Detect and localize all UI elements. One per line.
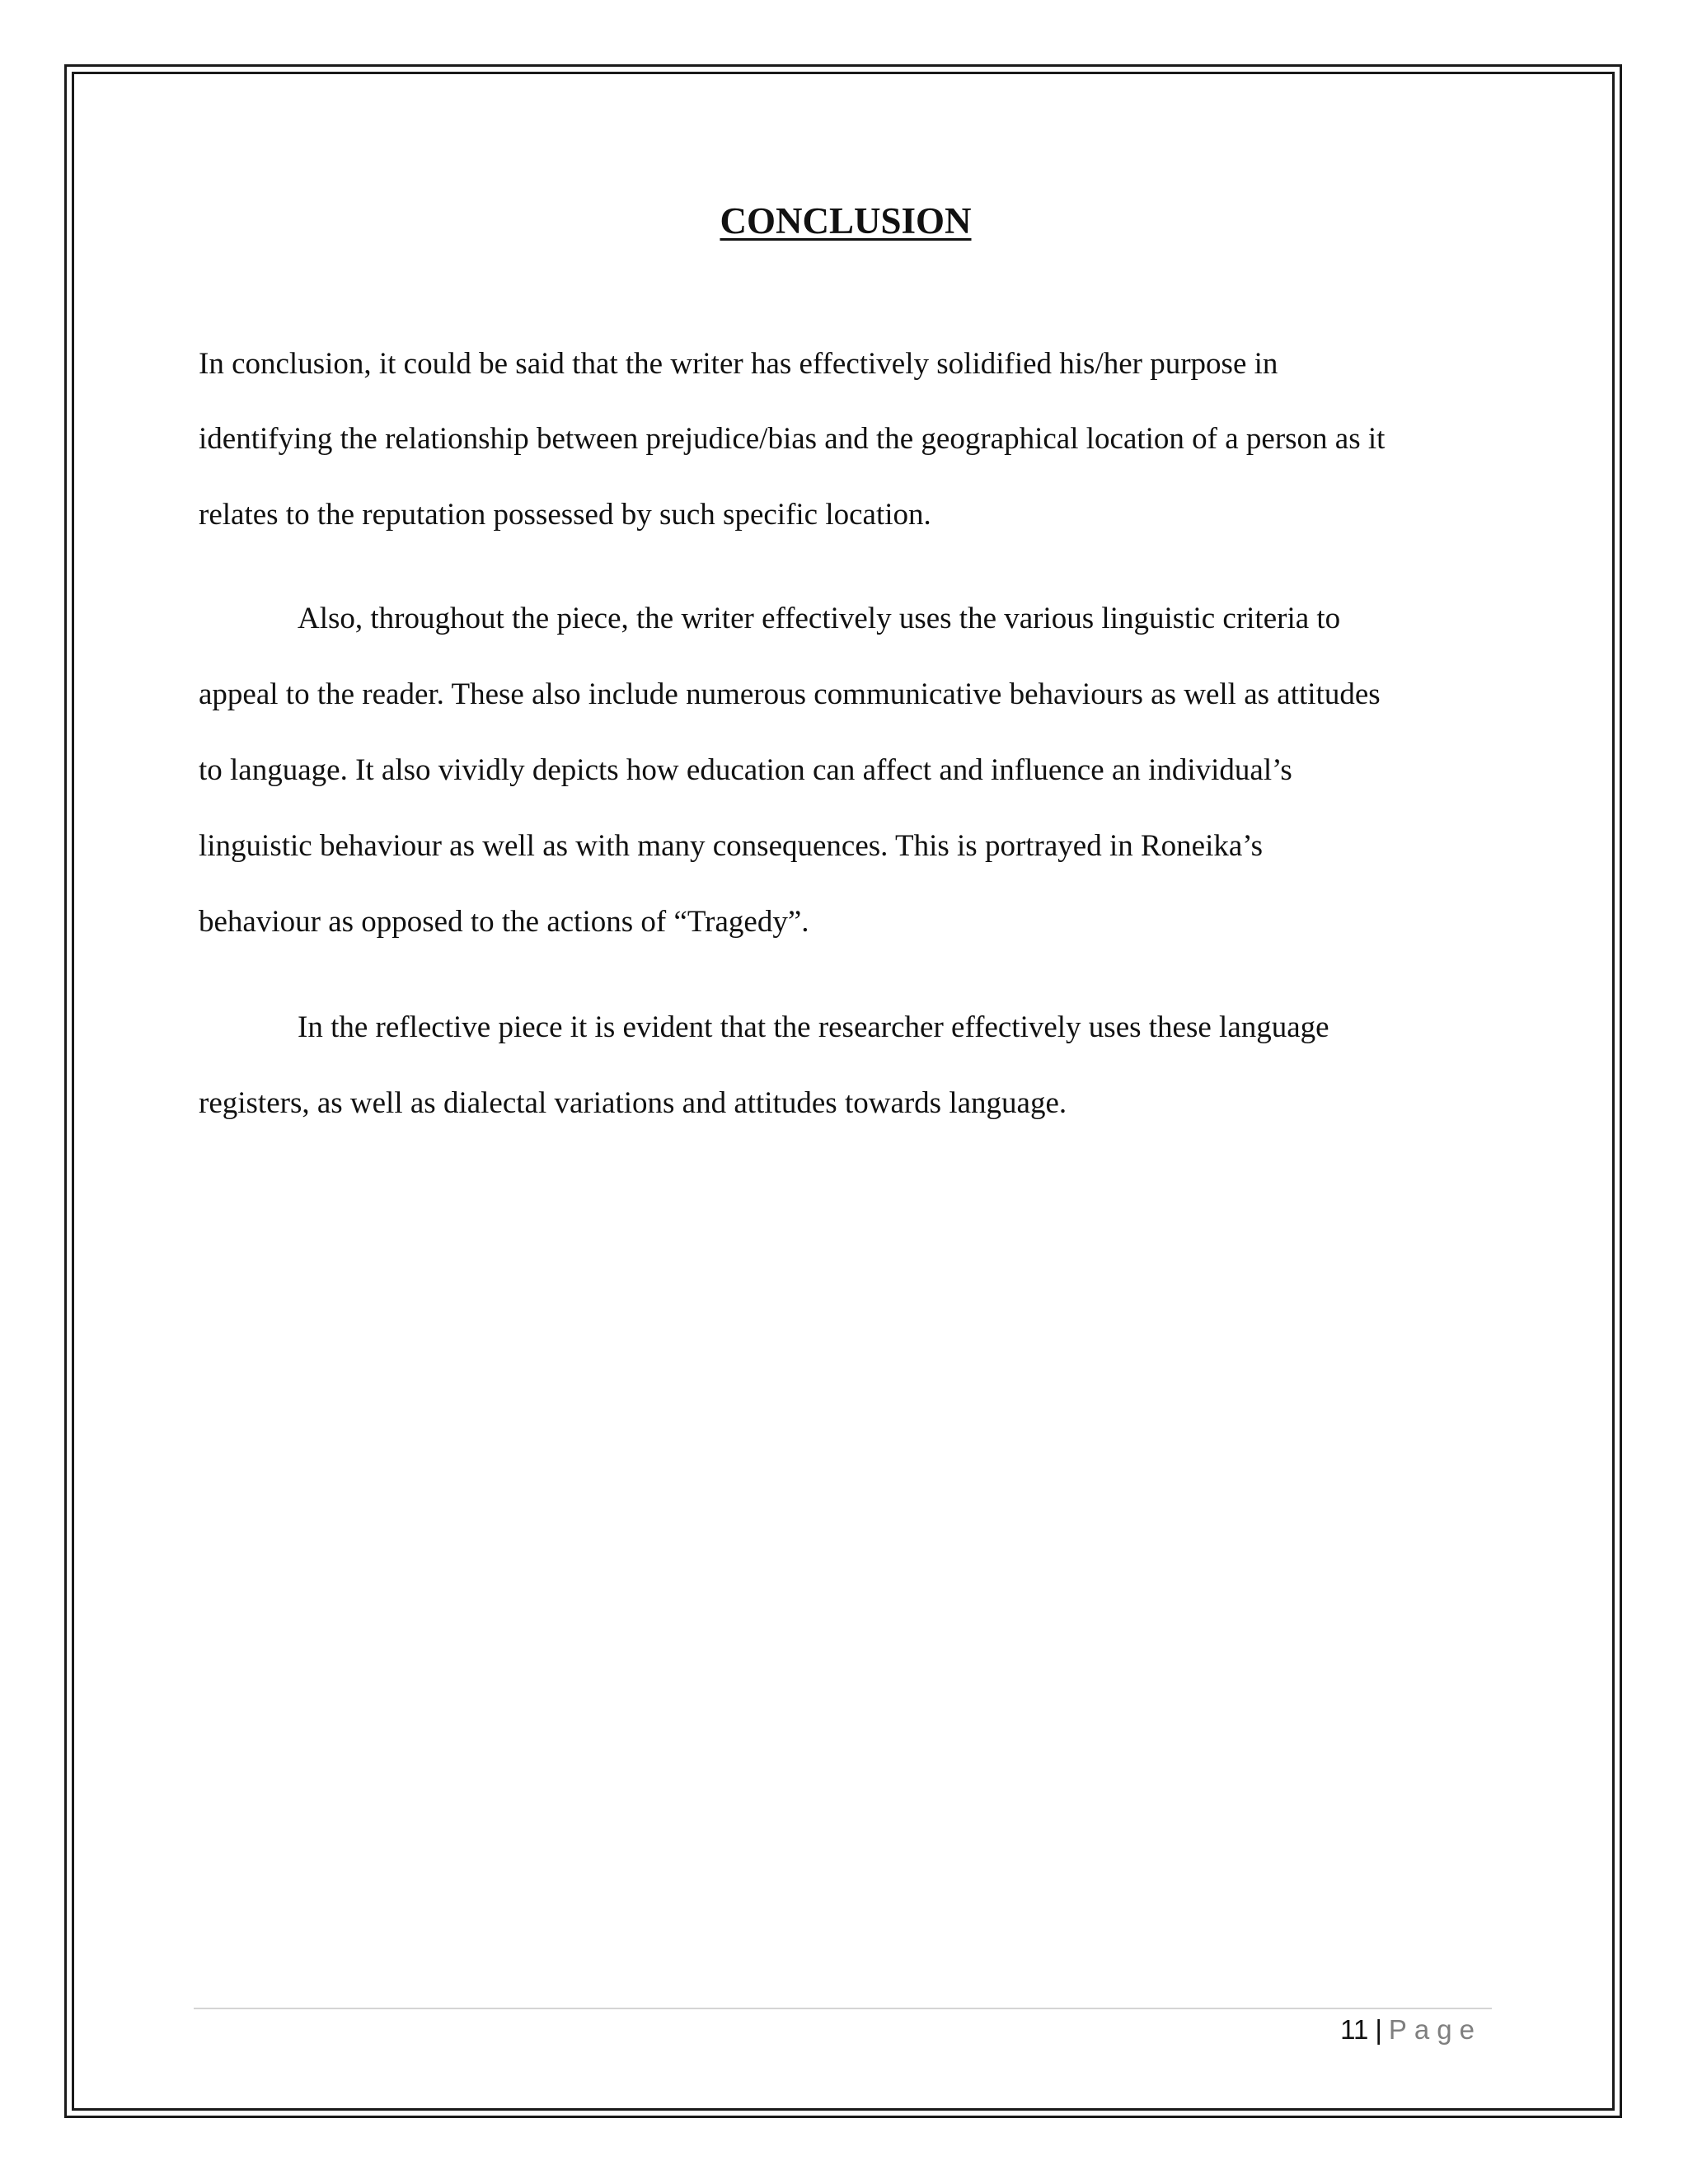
text-line: appeal to the reader. These also include numerous communicative behaviours as well as attitudes bbox=[199, 677, 1381, 711]
page-title: CONCLUSION bbox=[720, 200, 972, 241]
text-line: behaviour as opposed to the actions of “Tragedy”. bbox=[199, 905, 809, 939]
page-label: Page bbox=[1388, 2014, 1482, 2045]
text-line: to language. It also vividly depicts how education can affect and influence an individual’s bbox=[199, 753, 1292, 787]
footer-divider bbox=[194, 2008, 1492, 2009]
text-line: linguistic behaviour as well as with many consequences. This is portrayed in Roneika’s bbox=[199, 829, 1263, 863]
text-line: In conclusion, it could be said that the writer has effectively solidified his/her purpose in bbox=[199, 347, 1278, 381]
text-line: relates to the reputation possessed by such specific location. bbox=[199, 498, 931, 532]
page-footer bbox=[1340, 2011, 1482, 2049]
text-line: identifying the relationship between prejudice/bias and the geographical location of a person as it bbox=[199, 422, 1386, 456]
page-number: 11 bbox=[1340, 2014, 1369, 2045]
text-line: In the reflective piece it is evident that the researcher effectively uses these language bbox=[298, 1010, 1329, 1044]
text-line: Also, throughout the piece, the writer effectively uses the various linguistic criteria to bbox=[298, 602, 1341, 635]
text-line: registers, as well as dialectal variations and attitudes towards language. bbox=[199, 1086, 1067, 1120]
footer-separator: | bbox=[1375, 2014, 1382, 2045]
